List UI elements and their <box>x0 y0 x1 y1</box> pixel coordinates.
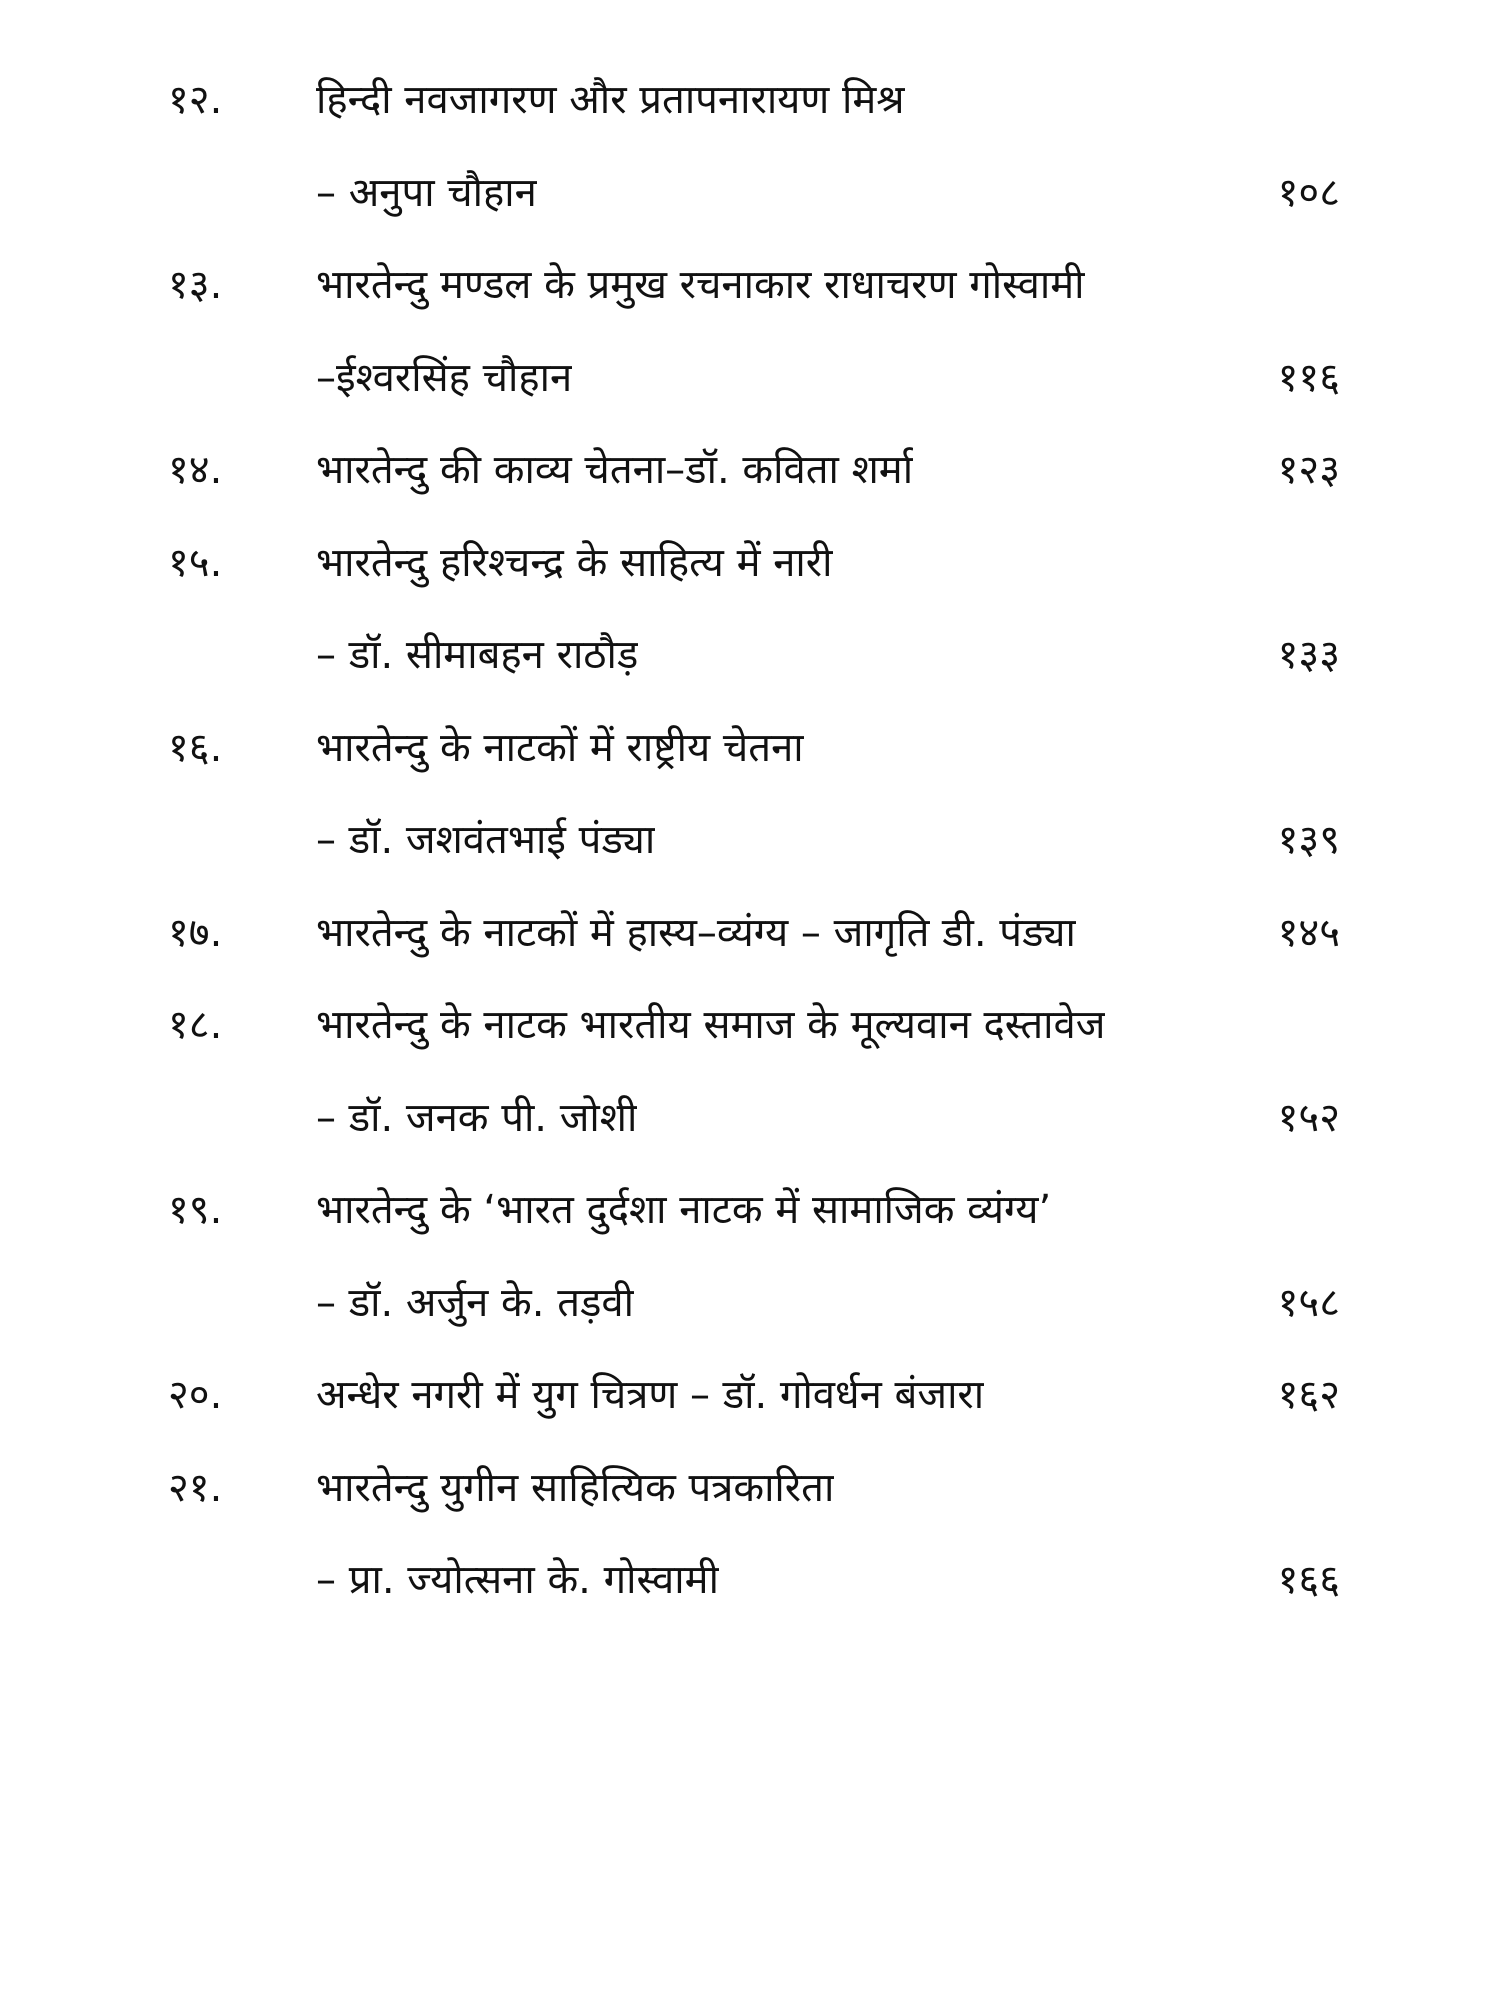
entry-number: १३. <box>168 262 223 308</box>
toc-entry-18 <box>0 990 1500 1060</box>
entry-number: १६. <box>168 725 223 771</box>
entry-title: भारतेन्दु के ‘भारत दुर्दशा नाटक में सामाजिक व्यंग्य’ <box>316 1187 1052 1233</box>
entry-title: भारतेन्दु के नाटक भारतीय समाज के मूल्यवान दस्तावेज <box>316 1002 1106 1048</box>
entry-number: १४. <box>168 447 223 493</box>
toc-entry-15-author-line <box>0 620 1500 690</box>
entry-number: १८. <box>168 1002 223 1048</box>
toc-entry-12-author-line <box>0 158 1500 228</box>
toc-entry-13 <box>0 250 1500 320</box>
entry-title: भारतेन्दु के नाटकों में हास्य–व्यंग्य – जागृति डी. पंड्या <box>316 910 1076 956</box>
entry-author: – डॉ. जनक पी. जोशी <box>316 1095 638 1141</box>
entry-author: – डॉ. जशवंतभाई पंड्या <box>316 817 656 863</box>
entry-page-number: १२३ <box>1277 447 1340 493</box>
entry-page-number: १३३ <box>1277 632 1340 678</box>
entry-title: भारतेन्दु मण्डल के प्रमुख रचनाकार राधाचरण गोस्वामी <box>316 262 1085 308</box>
toc-entry-16-author-line <box>0 805 1500 875</box>
entry-title: हिन्दी नवजागरण और प्रतापनारायण मिश्र <box>316 77 905 123</box>
entry-author: – प्रा. ज्योत्सना के. गोस्वामी <box>316 1557 719 1603</box>
toc-entry-13-author-line <box>0 343 1500 413</box>
entry-title: भारतेन्दु हरिश्चन्द्र के साहित्य में नारी <box>316 540 833 586</box>
toc-entry-20 <box>0 1360 1500 1430</box>
entry-page-number: १५२ <box>1277 1095 1340 1141</box>
entry-title: भारतेन्दु के नाटकों में राष्ट्रीय चेतना <box>316 725 804 771</box>
toc-entry-21 <box>0 1453 1500 1523</box>
entry-number: १५. <box>168 540 223 586</box>
entry-number: १७. <box>168 910 223 956</box>
toc-entry-21-author-line <box>0 1545 1500 1615</box>
entry-title: अन्धेर नगरी में युग चित्रण – डॉ. गोवर्धन बंजारा <box>316 1372 985 1418</box>
entry-author: –ईश्वरसिंह चौहान <box>316 355 573 401</box>
toc-entry-14 <box>0 435 1500 505</box>
entry-page-number: १३९ <box>1277 817 1340 863</box>
entry-number: २०. <box>168 1372 223 1418</box>
entry-number: १२. <box>168 77 223 123</box>
entry-number: १९. <box>168 1187 223 1233</box>
toc-entry-16 <box>0 713 1500 783</box>
entry-page-number: ११६ <box>1277 355 1340 401</box>
entry-author: – डॉ. अर्जुन के. तड़वी <box>316 1280 635 1326</box>
entry-page-number: १६६ <box>1277 1557 1340 1603</box>
toc-entry-15 <box>0 528 1500 598</box>
toc-entry-18-author-line <box>0 1083 1500 1153</box>
entry-page-number: १०८ <box>1277 170 1340 216</box>
toc-entry-19 <box>0 1175 1500 1245</box>
entry-author: – डॉ. सीमाबहन राठौड़ <box>316 632 639 678</box>
entry-title: भारतेन्दु की काव्य चेतना–डॉ. कविता शर्मा <box>316 447 914 493</box>
toc-entry-17 <box>0 898 1500 968</box>
entry-page-number: १५८ <box>1277 1280 1340 1326</box>
entry-title: भारतेन्दु युगीन साहित्यिक पत्रकारिता <box>316 1465 835 1511</box>
entry-author: – अनुपा चौहान <box>316 170 537 216</box>
toc-entry-19-author-line <box>0 1268 1500 1338</box>
entry-number: २१. <box>168 1465 223 1511</box>
entry-page-number: १४५ <box>1277 910 1340 956</box>
toc-entry-12 <box>0 65 1500 135</box>
entry-page-number: १६२ <box>1277 1372 1340 1418</box>
